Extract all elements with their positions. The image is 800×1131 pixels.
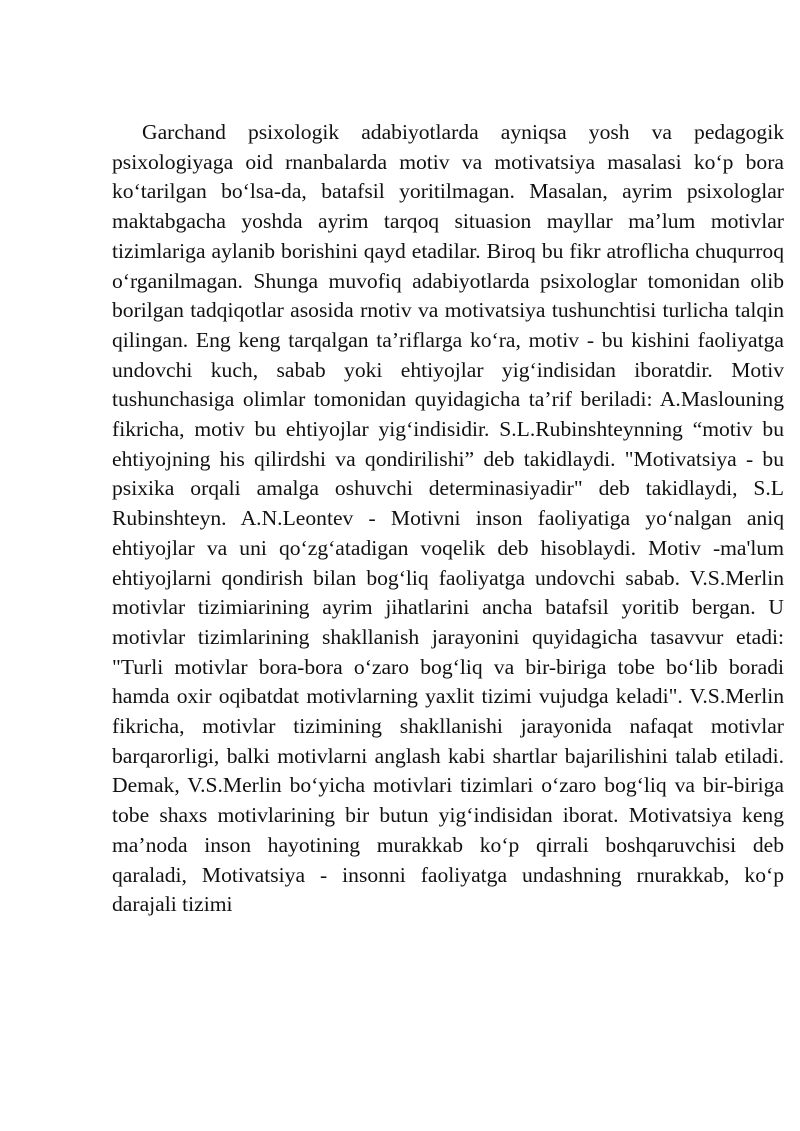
body-paragraph: Garchand psixologik adabiyotlarda ayniqsa yosh va pedagogik psixologiyaga oid rnanbalarda motiv va motivatsiya masalasi ko‘p bora ko‘tarilgan bo‘lsa-da, batafsil yoritilmagan. Masalan, ayrim psixologlar maktabgacha yoshda ayrim tarqoq situasion mayllar ma’lum motivlar tizimlariga aylanib borishini qayd etadilar. Biroq bu fikr atroflicha chuqurroq o‘rganilmagan. Shunga muvofiq adabiyotlarda psixologlar tomonidan olib borilgan tadqiqotlar asosida rnotiv va motivatsiya tushunchtisi turlicha talqin qilingan. Eng keng tarqalgan ta’riflarga ko‘ra, motiv - bu kishini faoliyatga undovchi kuch, sabab yoki ehtiyojlar yig‘indisidan iboratdir. Motiv tushunchasiga olimlar tomonidan quyidagicha ta’rif beriladi: A.Maslouning fikricha, motiv bu ehtiyojlar yig‘indisidir. S.L.Rubinshteynning “motiv bu ehtiyojning his qilirdshi va qondirilishi” deb takidlaydi. "Motivatsiya - bu psixika orqali amalga oshuvchi determinasiyadir" deb takidlaydi, S.L Rubinshteyn. A.N.Leontev - Motivni inson faoliyatiga yo‘nalgan aniq ehtiyojlar va uni qo‘zg‘atadigan voqelik deb hisoblaydi. Motiv -ma'lum ehtiyojlarni qondirish bilan bog‘liq faoliyatga undovchi sabab. V.S.Merlin motivlar tizimiarining ayrim jihatlarini ancha batafsil yoritib bergan. U motivlar tizimlarining shakllanish jarayonini quyidagicha tasavvur etadi: "Turli motivlar bora-bora o‘zaro bog‘liq va bir-biriga tobe bo‘lib boradi hamda oxir oqibatdat motivlarning yaxlit tizimi vujudga keladi". V.S.Merlin fikricha, motivlar tizimining shakllanishi jarayonida nafaqat motivlar barqarorligi, balki motivlarni anglash kabi shartlar bajarilishini talab etiladi. Demak, V.S.Merlin bo‘yicha motivlari tizimlari o‘zaro bog‘liq va bir-biriga tobe shaxs motivlarining bir butun yig‘indisidan iborat. Motivatsiya keng ma’noda inson hayotining murakkab ko‘p qirrali boshqaruvchisi deb qaraladi, Motivatsiya - insonni faoliyatga undashning rnurakkab, ko‘p darajali tizimi bbox=[112, 120, 784, 917]
